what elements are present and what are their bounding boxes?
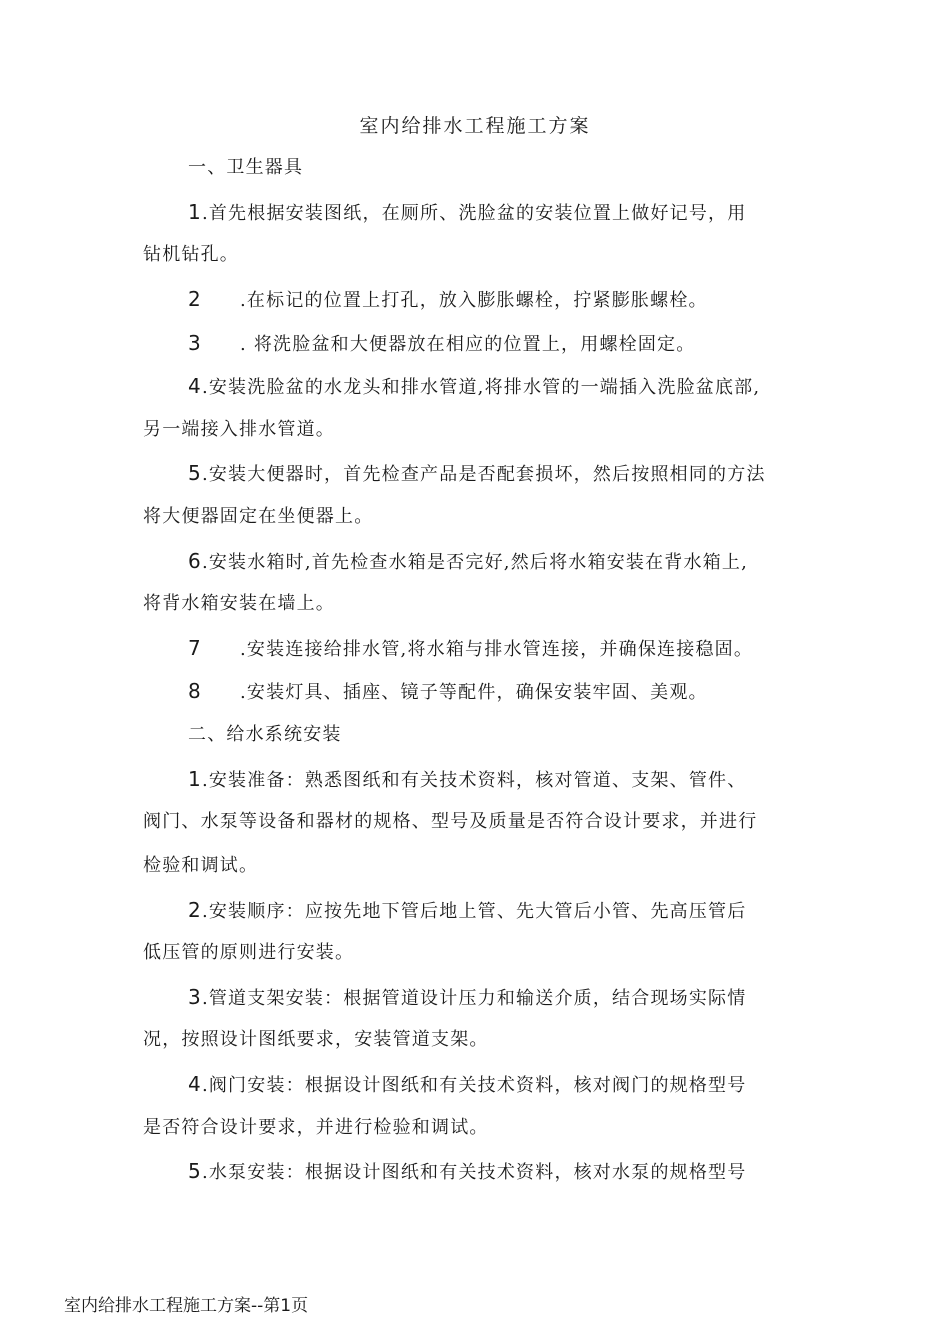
item-number: 5 <box>188 461 202 485</box>
section2-item-1-line1 <box>188 765 746 795</box>
section2-item-2-line1 <box>188 896 746 926</box>
section1-item-5-line2: 将大便器固定在坐便器上。 <box>143 506 374 527</box>
item-text: .在标记的位置上打孔，放入膨胀螺栓，拧紧膨胀螺栓。 <box>240 290 708 311</box>
item-number: 8 <box>188 679 202 703</box>
section2-item-3-line1 <box>188 983 746 1013</box>
item-text: .安装洗脸盆的水龙头和排水管道,将排水管的一端插入洗脸盆底部, <box>201 377 761 398</box>
section-heading-sanitary: 一、卫生器具 <box>188 157 304 178</box>
item-text: .首先根据安装图纸，在厕所、洗脸盆的安装位置上做好记号，用 <box>201 203 747 224</box>
section1-item-1-line2: 钻机钻孔。 <box>143 244 239 265</box>
item-number: 1 <box>188 767 202 791</box>
item-number: 5 <box>188 1159 202 1183</box>
item-text: .安装准备：熟悉图纸和有关技术资料，核对管道、支架、管件、 <box>201 770 747 791</box>
section1-item-1-line1 <box>188 198 746 228</box>
section1-item-5-line1 <box>188 459 766 489</box>
document-title: 室内给排水工程施工方案 <box>359 115 591 137</box>
section2-item-3-line2: 况，按照设计图纸要求，安装管道支架。 <box>143 1029 489 1050</box>
section2-item-5-line1 <box>188 1157 746 1187</box>
section2-item-4-line1 <box>188 1070 746 1100</box>
item-text: .安装大便器时，首先检查产品是否配套损坏，然后按照相同的方法 <box>201 464 766 485</box>
section-heading-water-supply: 二、给水系统安装 <box>188 724 342 745</box>
item-text: .安装连接给排水管,将水箱与排水管连接，并确保连接稳固。 <box>240 639 754 660</box>
item-number: 6 <box>188 549 202 573</box>
item-text: .阀门安装：根据设计图纸和有关技术资料，核对阀门的规格型号 <box>201 1075 747 1096</box>
item-number: 2 <box>188 898 202 922</box>
section2-item-4-line2: 是否符合设计要求，并进行检验和调试。 <box>143 1117 489 1138</box>
item-number: 2 <box>188 287 202 311</box>
item-number: 4 <box>188 1072 202 1096</box>
item-number: 4 <box>188 374 202 398</box>
section1-item-4-line1 <box>188 372 760 402</box>
section1-item-4-line2: 另一端接入排水管道。 <box>143 419 335 440</box>
item-text: .水泵安装：根据设计图纸和有关技术资料，核对水泵的规格型号 <box>201 1162 747 1183</box>
item-text: . 将洗脸盆和大便器放在相应的位置上，用螺栓固定。 <box>240 334 696 355</box>
section1-item-7-line1 <box>188 634 753 664</box>
section2-item-1-line3: 检验和调试。 <box>143 855 259 876</box>
section2-item-2-line2: 低压管的原则进行安装。 <box>143 942 355 963</box>
item-text: .管道支架安装：根据管道设计压力和输送介质，结合现场实际情 <box>201 988 747 1009</box>
item-number: 1 <box>188 200 202 224</box>
section1-item-3-line1 <box>188 329 695 359</box>
item-text: .安装水箱时,首先检查水箱是否完好,然后将水箱安装在背水箱上, <box>201 552 749 573</box>
item-text: .安装灯具、插座、镜子等配件，确保安装牢固、美观。 <box>240 682 708 703</box>
section1-item-6-line2: 将背水箱安装在墙上。 <box>143 593 335 614</box>
page-footer: 室内给排水工程施工方案--第1页 <box>64 1296 309 1316</box>
section2-item-1-line2: 阀门、水泵等设备和器材的规格、型号及质量是否符合设计要求，并进行 <box>143 811 758 832</box>
section1-item-6-line1 <box>188 547 748 577</box>
item-number: 7 <box>188 636 202 660</box>
item-text: .安装顺序：应按先地下管后地上管、先大管后小管、先高压管后 <box>201 901 747 922</box>
section1-item-2-line1 <box>188 285 708 315</box>
item-number: 3 <box>188 331 202 355</box>
section1-item-8-line1 <box>188 677 708 707</box>
item-number: 3 <box>188 985 202 1009</box>
